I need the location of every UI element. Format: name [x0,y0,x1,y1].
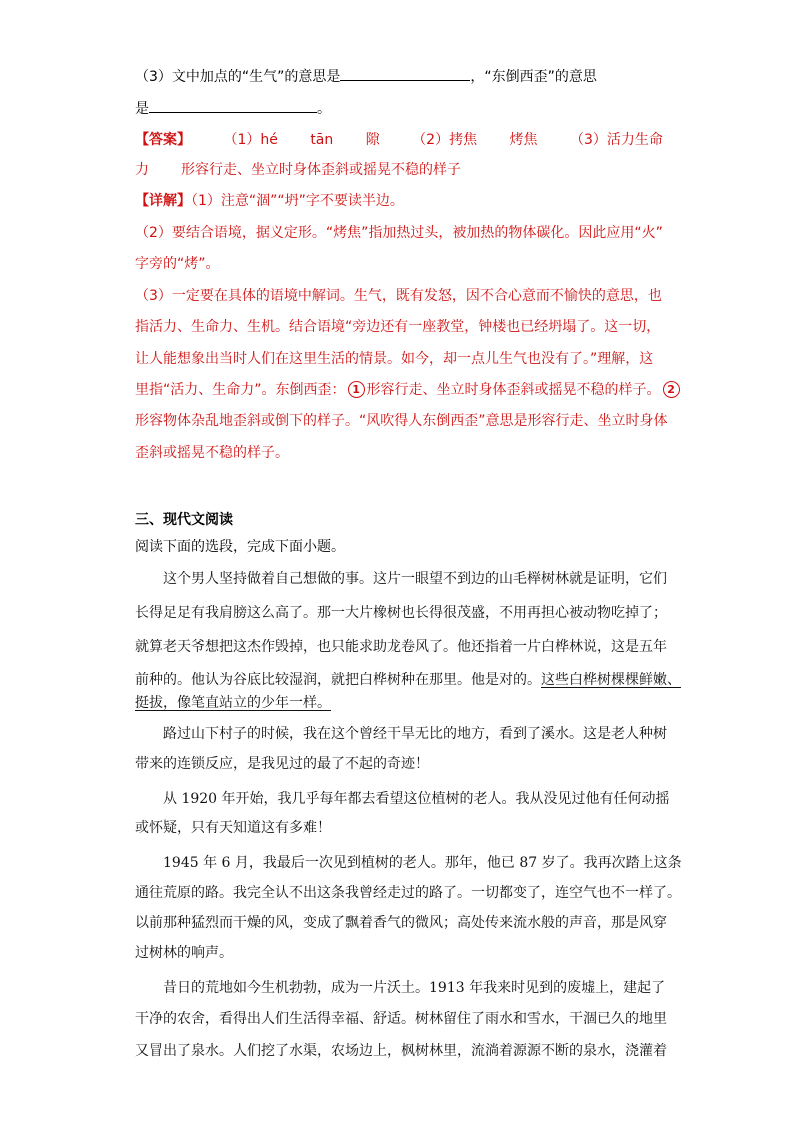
section-title: 三、现代文阅读 [135,512,233,528]
passage-line: 昔日的荒地如今生机勃勃，成为一片沃土。1913 年我来时见到的废墟上，建起了 [163,980,666,996]
passage-line: 就算老天爷想把这杰作毁掉，也只能求助龙卷风了。他还指着一片白桦林说，这是五年 [135,639,667,655]
explain-line: （2）要结合语境，据义定形。“烤焦”指加热过头，被加热的物体碳化。因此应用“火” [135,225,663,241]
circled-number-1: 1 [348,381,365,398]
passage-line: 带来的连锁反应，是我见过的最了不起的奇迹！ [135,756,429,772]
underlined-sentence: 挺拔，像笔直站立的少年一样。 [135,695,331,711]
passage-line: 从 1920 年开始，我几乎每年都去看望这位植树的老人。我从没见过他有任何动摇 [163,791,670,807]
passage-line: 路过山下村子的时候，我在这个曾经干旱无比的地方，看到了溪水。这是老人种树 [163,726,667,742]
explain-text: 形容行走、坐立时身体歪斜或摇晃不稳的样子。 [366,382,661,398]
question-3-text: （3）文中加点的“生气”的意思是 [135,69,341,85]
passage-line: 干净的农舍，看得出人们生活得幸福、舒适。树林留住了雨水和雪水，干涸已久的地里 [135,1011,667,1027]
passage-line: 过树林的响声。 [135,945,233,961]
explain-line: 指活力、生命力、生机。结合语境“旁边还有一座教堂，钟楼也已经坍塌了。这一切， [135,319,661,335]
passage-line: 长得足足有我肩膀这么高了。那一大片橡树也长得很茂盛，不用再担心被动物吃掉了； [135,605,667,621]
underlined-sentence: 这些白桦树棵棵鲜嫩、 [541,672,681,688]
passage-line [135,670,681,690]
answer-line-1 [135,130,663,150]
question-3-text-lead: 是 [135,101,149,117]
question-3-text-end: 。 [317,101,331,117]
passage-line: 通往荒原的路。我完全认不出这条我曾经走过的路了。一切都变了，连空气也不一样了。 [135,885,681,901]
answer-item: 形容行走、坐立时身体歪斜或摇晃不稳的样子 [181,162,461,178]
explain-line: 字旁的“烤”。 [135,256,220,272]
section-instruction: 阅读下面的选段，完成下面小题。 [135,539,345,555]
answer-item: 力 [135,162,149,178]
explain-line: 歪斜或摇晃不稳的样子。 [135,445,289,461]
explain-line: 让人能想象出当时人们在这里生活的情景。如今，却一点儿生气也没有了。”理解，这 [135,351,654,367]
answer-line-2 [135,160,663,180]
circled-number-2: 2 [663,381,680,398]
passage-line [135,693,663,713]
question-3-line-2 [135,98,663,119]
answer-item: 烤焦 [509,132,538,148]
answer-item: （3）活力生命 [570,132,663,148]
answer-item: tān [310,132,334,148]
explain-text: （1）注意“涸”“坍”字不要读半边。 [191,193,404,209]
answer-blank-2[interactable] [149,98,317,113]
passage-line: 以前那种猛烈而干燥的风，变成了飘着香气的微风；高处传来流水般的声音，那是风穿 [135,915,667,931]
answer-item: （2）拷焦 [412,132,478,148]
explain-line: （3）一定要在具体的语境中解词。生气，既有发怒，因不合心意而不愉快的意思，也 [135,288,662,304]
passage-line: 或怀疑，只有天知道这有多难！ [135,820,331,836]
passage-line: 这个男人坚持做着自己想做的事。这片一眼望不到边的山毛榉树林就是证明，它们 [163,571,667,587]
answer-blank-1[interactable] [340,66,470,81]
passage-line: 又冒出了泉水。人们挖了水渠，农场边上，枫树林里，流淌着源源不断的泉水，浇灌着 [135,1043,667,1059]
explain-line-1 [135,191,663,211]
answer-tag: 【答案】 [135,132,191,148]
answer-item: 隙 [365,132,380,148]
passage-line: 1945 年 6 月，我最后一次见到植树的老人。那年，他已 87 岁了。我再次踏上这条 [163,855,682,871]
question-3-line-1 [135,66,663,87]
explain-line-circles [135,380,675,400]
explain-line: 形容物体杂乱地歪斜或倒下的样子。“风吹得人东倒西歪”意思是形容行走、坐立时身体 [135,413,668,429]
question-3-text-cont: ，“东倒西歪”的意思 [470,69,597,85]
explain-tag: 【详解】 [135,193,191,209]
passage-text: 前种的。他认为谷底比较湿润，就把白桦树种在那里。他是对的。 [135,672,541,688]
explain-text: 里指“活力、生命力”。东倒西歪： [135,382,346,398]
answer-item: （1）hé [223,132,278,148]
